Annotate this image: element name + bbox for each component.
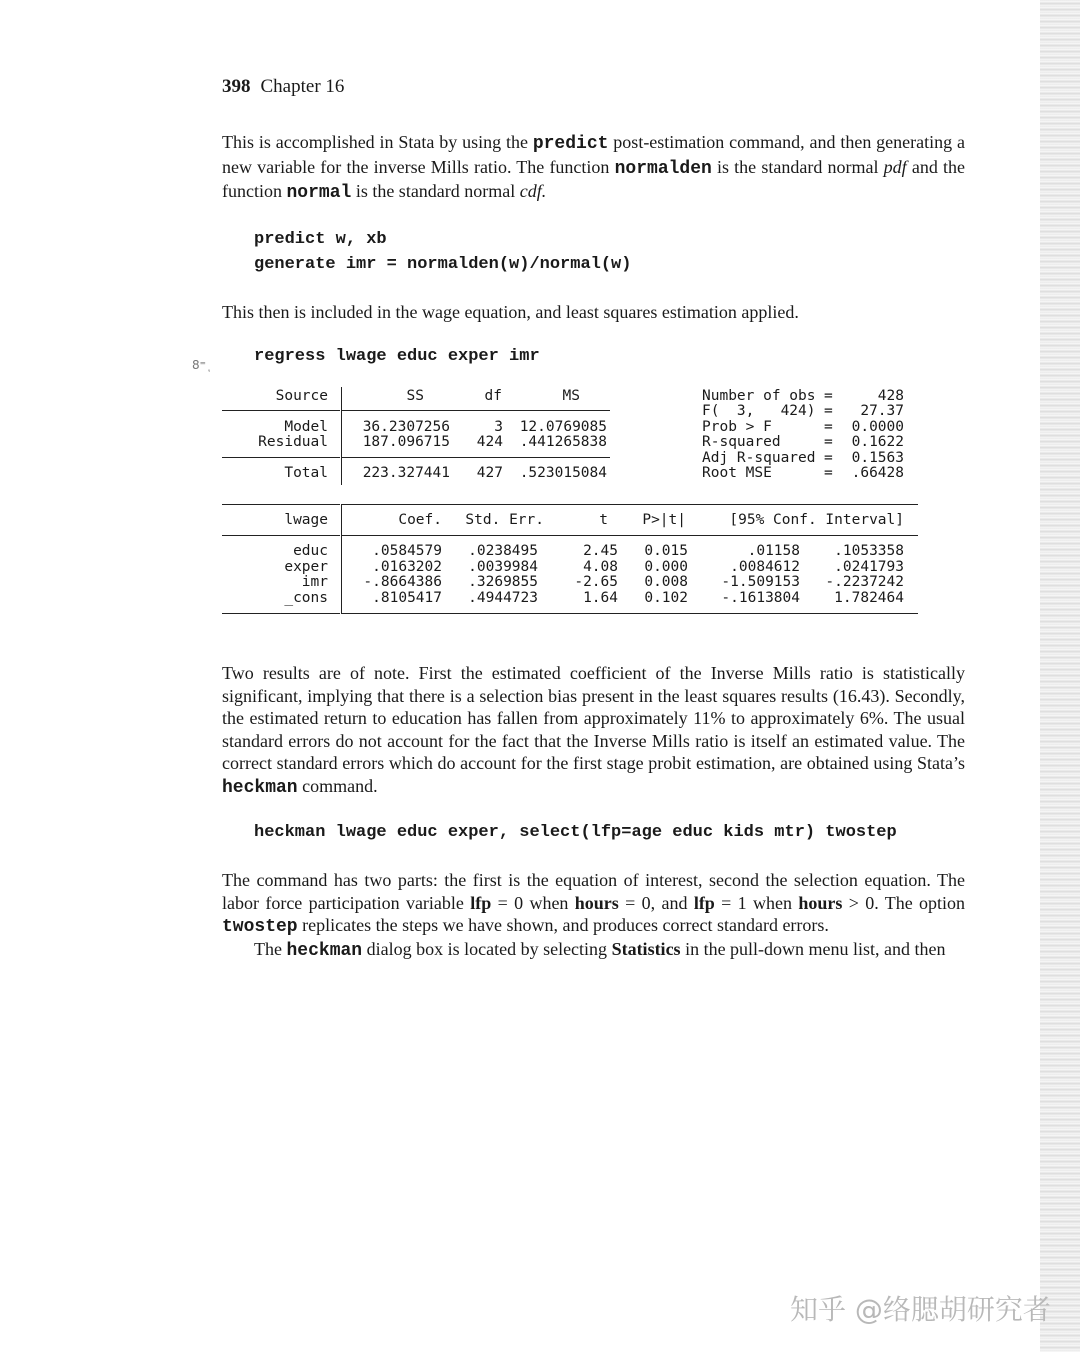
text-span: is the standard normal [351,181,520,201]
text-span: > 0. The option [842,892,966,913]
anova-df-model: 3 [494,419,503,435]
rule [222,535,340,536]
pencil-mark: 8⁼ͺ [192,358,212,372]
text-span: This is accomplished in Stata by using the [222,132,533,152]
code-regress: regress lwage educ exper imr [254,347,540,366]
code-line: predict w, xb [254,230,387,249]
anova-header-ss: SS [406,388,424,404]
coef-se: .0238495 [468,543,538,559]
code-term: normal [286,183,352,203]
anova-ms-total: .523015084 [519,465,607,481]
code-block-predict [254,227,631,277]
anova-source-total: Total [284,465,328,481]
coef-ci-high: -.2237242 [825,574,904,590]
coef-t: 2.45 [583,543,618,559]
stat-label: Number of obs [702,388,816,404]
coef-ci-high: .1053358 [834,543,904,559]
rule [222,504,340,505]
bold-term: lfp [693,892,715,913]
bold-term: lfp [470,892,492,913]
coef-header-ci: [95% Conf. Interval] [729,512,904,528]
rule [222,410,340,411]
coef-value: .8105417 [372,590,442,606]
code-term: heckman [222,777,298,798]
rule [342,457,610,458]
stat-label: Adj R-squared [702,450,816,466]
anova-df-total: 427 [476,465,503,481]
paragraph-command-parts [222,869,965,939]
bold-term: Statistics [611,939,681,959]
stat-eq: = [824,403,833,419]
coef-value: .0163202 [372,559,442,575]
code-term: twostep [222,917,298,937]
chapter-title: Chapter 16 [260,76,345,97]
text-span: The command has two parts: the first is the equation of interest, second the selection equation. The labor force participation variable [222,870,965,913]
coef-header-var: lwage [284,512,328,528]
paragraph-dialog-box [222,938,965,963]
coef-p: 0.102 [644,590,688,606]
text-span: = 0 when [491,892,575,913]
vertical-rule [341,387,342,485]
rule [342,410,610,411]
coef-ci-high: .0241793 [834,559,904,575]
coef-se: .3269855 [468,574,538,590]
rule [342,613,918,614]
stat-eq: = [824,465,833,481]
stat-value: .66428 [851,465,904,481]
anova-df-residual: 424 [476,434,503,450]
coef-header-se: Std. Err. [465,512,544,528]
coef-t: 1.64 [583,590,618,606]
coef-ci-low: -.1613804 [721,590,800,606]
code-term: predict [532,134,609,154]
watermark: 知乎 @络腮胡研究者 [790,1293,1051,1326]
text-span: dialog box is located by selecting [362,939,612,959]
text-span: replicates the steps we have shown, and produces correct standard errors. [297,915,829,935]
stat-value: 0.0000 [851,419,904,435]
italic-term: cdf. [519,181,547,201]
coef-var: exper [284,559,328,575]
rule [222,457,340,458]
anova-ms-model: 12.0769085 [519,419,607,435]
stat-value: 0.1563 [851,450,904,466]
anova-source-residual: Residual [258,434,328,450]
coef-header-p: P>|t| [642,512,686,528]
text-span: = 0, and [618,892,694,913]
text-span: Two results are of note. First the estimated coefficient of the Inverse Mills ratio is statistically significant, implying that there is a selection bias present in the least squares results (16.43). Secondly, the estimated return to education has fallen from approximately 11% to approximately 6%. The usual standard errors do not account for the fact that the Inverse Mills ratio is itself an estimated value. The correct standard errors which do account for the first stage probit estimation, are obtained using Stata’s [222,663,965,773]
page-number: 398 [222,76,251,97]
page-header [222,76,344,98]
stat-label: R-squared [702,434,781,450]
coef-se: .4944723 [468,590,538,606]
coef-ci-low: .0084612 [730,559,800,575]
coef-p: 0.008 [644,574,688,590]
stat-value: 428 [877,388,904,404]
stat-label: F( 3, 424) [702,403,816,419]
coef-var: _cons [284,590,328,606]
anova-header-source: Source [275,388,328,404]
text-span: = 1 when [714,892,799,913]
coef-t: -2.65 [574,574,618,590]
scan-edge-shading [1040,0,1080,1352]
coef-value: .0584579 [372,543,442,559]
code-term: normalden [614,158,712,179]
text-span: command. [297,775,378,796]
coef-t: 4.08 [583,559,618,575]
coef-ci-low: .01158 [747,543,800,559]
coef-header-t: t [599,512,608,528]
stat-eq: = [824,450,833,466]
stat-value: 27.37 [860,403,904,419]
coef-header-coef: Coef. [398,512,442,528]
stat-label: Root MSE [702,465,772,481]
vertical-rule [341,504,342,614]
paragraph-results [222,662,965,799]
stat-eq: = [824,434,833,450]
coef-value: -.8664386 [363,574,442,590]
anova-ms-residual: .441265838 [519,434,607,450]
paragraph-wage-equation: This then is included in the wage equation, and least squares estimation applied. [222,302,799,322]
stat-eq: = [824,388,833,404]
coef-var: educ [293,543,328,559]
coef-p: 0.000 [644,559,688,575]
rule [342,504,918,505]
rule [222,613,340,614]
text-span: post-estimation command, and then generating a new variable for the inverse Mills ratio. The function [222,132,965,177]
anova-source-model: Model [284,419,328,435]
paragraph-predict [222,131,965,205]
anova-ss-residual: 187.096715 [362,434,450,450]
text-span: The [254,939,287,959]
anova-ss-total: 223.327441 [362,465,450,481]
bold-term: hours [574,892,619,913]
stat-label: Prob > F [702,419,772,435]
coef-se: .0039984 [468,559,538,575]
anova-ss-model: 36.2307256 [362,419,450,435]
code-term: heckman [286,941,363,961]
bold-term: hours [798,892,843,913]
anova-header-df: df [484,388,502,404]
text-span: and the function [222,156,965,201]
stat-eq: = [824,419,833,435]
coef-p: 0.015 [644,543,688,559]
stat-value: 0.1622 [851,434,904,450]
anova-header-ms: MS [562,388,580,404]
coef-var: imr [301,574,328,590]
coef-ci-high: 1.782464 [834,590,904,606]
text-span: in the pull-down menu list, and then [680,939,946,959]
text-span: is the standard normal [711,156,884,177]
italic-term: pdf [883,156,907,177]
coef-ci-low: -1.509153 [721,574,800,590]
rule [342,535,918,536]
code-line: generate imr = normalden(w)/normal(w) [254,255,632,274]
code-heckman: heckman lwage educ exper, select(lfp=age educ kids mtr) twostep [254,823,897,842]
